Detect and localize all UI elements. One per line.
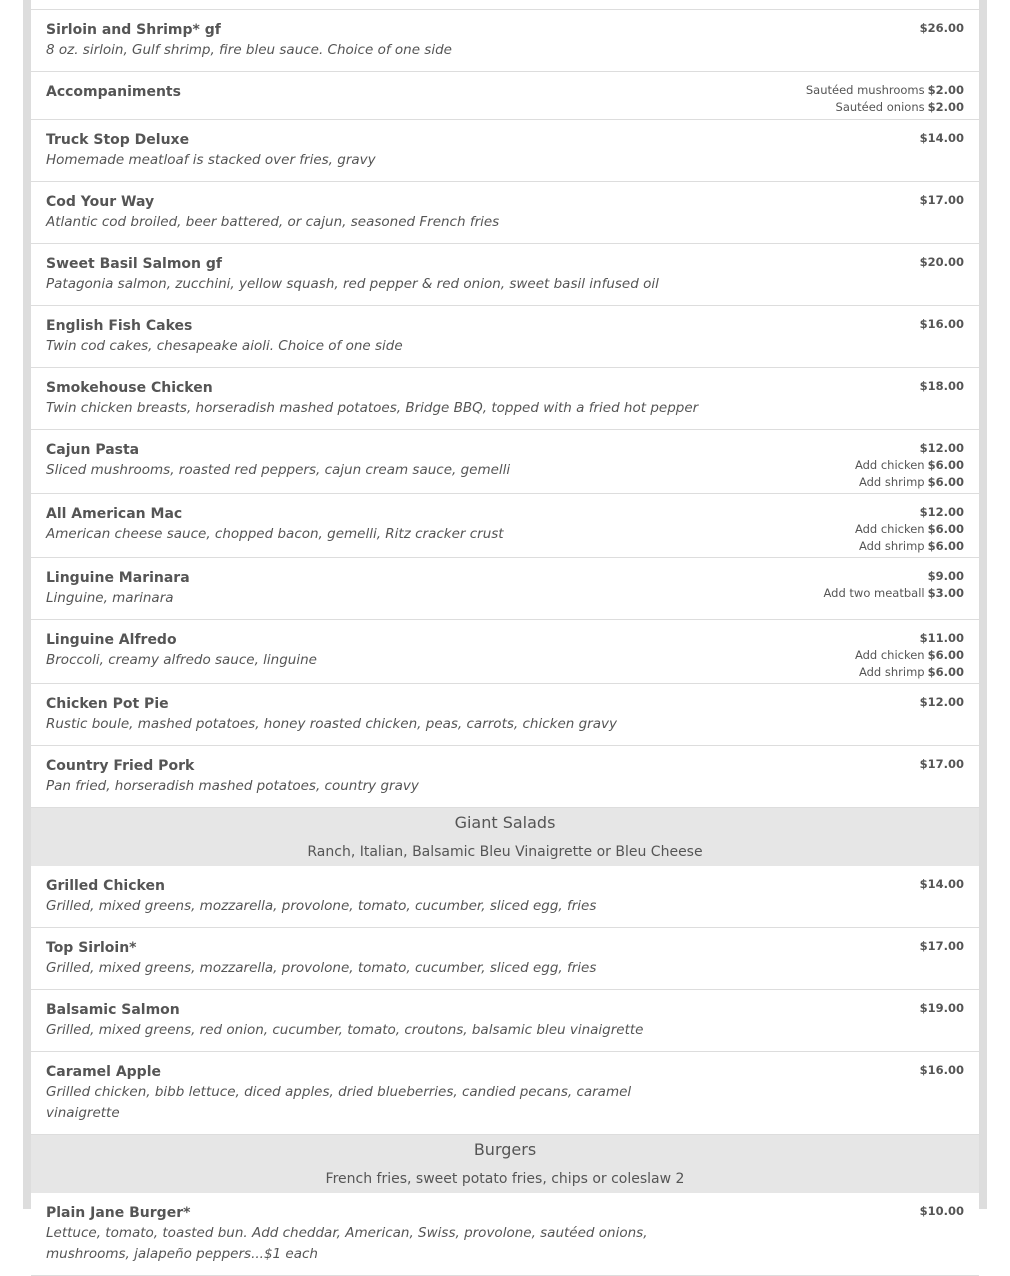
menu-item [31, 244, 979, 306]
item-prices [920, 938, 964, 955]
item-description: Grilled, mixed greens, mozzarella, provolone, tomato, cucumber, sliced egg, fries [46, 898, 597, 914]
section-header [31, 1135, 979, 1193]
item-prices [920, 254, 964, 271]
menu-item [31, 620, 979, 684]
item-prices [920, 756, 964, 773]
price-label: Add chicken [854, 522, 925, 536]
price-line [920, 20, 964, 37]
price-line [855, 538, 964, 555]
price-line [920, 694, 964, 711]
price-value: $17.00 [919, 939, 964, 953]
menu-item [31, 120, 979, 182]
price-line [920, 756, 964, 773]
item-description: Rustic boule, mashed potatoes, honey roasted chicken, peas, carrots, chicken gravy [46, 716, 617, 732]
item-description: American cheese sauce, chopped bacon, gemelli, Ritz cracker crust [46, 526, 504, 542]
item-description: Linguine, marinara [46, 590, 174, 606]
price-value: $16.00 [919, 317, 964, 331]
price-label: Sautéed onions [835, 100, 925, 114]
price-line [855, 440, 964, 457]
price-line [855, 647, 964, 664]
item-description: Pan fried, horseradish mashed potatoes, country gravy [46, 778, 419, 794]
item-name: Accompaniments [46, 84, 181, 100]
price-value: $20.00 [919, 255, 964, 269]
item-name: Grilled Chicken [46, 878, 165, 894]
price-label: Add shrimp [858, 665, 925, 679]
price-line [855, 630, 964, 647]
item-prices [855, 630, 964, 681]
price-line [920, 192, 964, 209]
item-description: Sliced mushrooms, roasted red peppers, cajun cream sauce, gemelli [46, 462, 511, 478]
price-line [920, 1062, 964, 1079]
item-name: Top Sirloin* [46, 940, 137, 956]
menu-item [31, 866, 979, 928]
menu-item [31, 430, 979, 494]
price-line [855, 521, 964, 538]
price-value: $17.00 [919, 757, 964, 771]
price-line [920, 316, 964, 333]
price-value: $18.00 [919, 379, 964, 393]
price-line [855, 664, 964, 681]
price-value: $6.00 [927, 665, 964, 679]
item-prices [920, 316, 964, 333]
item-prices [855, 504, 964, 555]
item-name: Linguine Marinara [46, 570, 190, 586]
item-description: Patagonia salmon, zucchini, yellow squash, red pepper & red onion, sweet basil infused oil [46, 276, 659, 292]
item-prices [920, 694, 964, 711]
price-value: $6.00 [927, 648, 964, 662]
previous-item-edge [31, 0, 979, 10]
menu-item [31, 928, 979, 990]
item-name: Truck Stop Deluxe [46, 132, 190, 148]
item-name: Linguine Alfredo [46, 632, 177, 648]
price-line [855, 474, 964, 491]
price-value: $2.00 [927, 83, 964, 97]
menu-item [31, 182, 979, 244]
section-subtitle: Ranch, Italian, Balsamic Bleu Vinaigrette or Bleu Cheese [307, 844, 703, 860]
price-line [920, 938, 964, 955]
menu-item [31, 306, 979, 368]
price-value: $26.00 [919, 21, 964, 35]
item-description: Grilled chicken, bibb lettuce, diced apples, dried blueberries, candied pecans, caramel vinaigrette [46, 1084, 632, 1121]
price-value: $3.00 [927, 586, 964, 600]
section-title: Giant Salads [454, 813, 556, 832]
item-name: Caramel Apple [46, 1064, 162, 1080]
price-line [920, 1203, 964, 1220]
price-label: Add chicken [854, 458, 925, 472]
item-name: Balsamic Salmon [46, 1002, 180, 1018]
price-label: Add chicken [854, 648, 925, 662]
price-value: $16.00 [919, 1063, 964, 1077]
item-description: Grilled, mixed greens, mozzarella, provolone, tomato, cucumber, sliced egg, fries [46, 960, 597, 976]
price-value: $10.00 [919, 1204, 964, 1218]
menu-item [31, 72, 979, 120]
section-title: Burgers [473, 1140, 537, 1159]
item-prices [806, 82, 964, 116]
item-name: English Fish Cakes [46, 318, 193, 334]
menu-list [31, 0, 979, 1262]
price-value: $2.00 [927, 100, 964, 114]
price-value: $6.00 [927, 539, 964, 553]
item-description: 8 oz. sirloin, Gulf shrimp, fire bleu sauce. Choice of one side [46, 42, 452, 58]
price-value: $14.00 [919, 131, 964, 145]
price-line [855, 457, 964, 474]
price-value: $12.00 [919, 505, 964, 519]
item-name: Plain Jane Burger* [46, 1205, 191, 1221]
item-prices [920, 20, 964, 37]
price-label: Sautéed mushrooms [805, 83, 925, 97]
price-line [920, 254, 964, 271]
price-line [855, 504, 964, 521]
menu-item [31, 10, 979, 72]
item-name: Smokehouse Chicken [46, 380, 213, 396]
menu-item [31, 990, 979, 1052]
item-prices [855, 440, 964, 491]
item-name: Chicken Pot Pie [46, 696, 169, 712]
item-name: Country Fried Pork [46, 758, 195, 774]
item-name: Sirloin and Shrimp* gf [46, 22, 221, 38]
price-value: $6.00 [927, 458, 964, 472]
menu-body [31, 10, 979, 1276]
item-prices [920, 1062, 964, 1079]
price-label: Add two meatball [823, 586, 925, 600]
price-line [824, 585, 965, 602]
menu-item [31, 1193, 979, 1276]
price-value: $6.00 [927, 475, 964, 489]
price-line [920, 876, 964, 893]
menu-item [31, 746, 979, 808]
item-prices [920, 378, 964, 395]
menu-item [31, 684, 979, 746]
item-prices [920, 130, 964, 147]
price-value: $14.00 [919, 877, 964, 891]
item-name: Sweet Basil Salmon gf [46, 256, 222, 272]
item-description: Twin chicken breasts, horseradish mashed potatoes, Bridge BBQ, topped with a fried hot pepper [46, 400, 699, 416]
price-line [806, 82, 964, 99]
price-label: Add shrimp [858, 539, 925, 553]
price-line [920, 130, 964, 147]
price-value: $12.00 [919, 695, 964, 709]
item-description: Homemade meatloaf is stacked over fries, gravy [46, 152, 376, 168]
price-label: Add shrimp [858, 475, 925, 489]
item-description: Atlantic cod broiled, beer battered, or cajun, seasoned French fries [46, 214, 500, 230]
price-value: $17.00 [919, 193, 964, 207]
item-prices [920, 1203, 964, 1220]
item-name: Cajun Pasta [46, 442, 140, 458]
price-line [824, 568, 965, 585]
item-name: All American Mac [46, 506, 183, 522]
item-prices [920, 876, 964, 893]
price-value: $19.00 [919, 1001, 964, 1015]
item-description: Lettuce, tomato, toasted bun. Add cheddar, American, Swiss, provolone, sautéed onions, mushrooms, jalapeño peppers...$1 each [46, 1225, 648, 1262]
item-prices [824, 568, 965, 602]
menu-item [31, 494, 979, 558]
item-prices [920, 1000, 964, 1017]
item-name: Cod Your Way [46, 194, 155, 210]
menu-item [31, 558, 979, 620]
price-line [920, 378, 964, 395]
price-line [920, 1000, 964, 1017]
price-line [806, 99, 964, 116]
price-value: $6.00 [927, 522, 964, 536]
item-prices [920, 192, 964, 209]
price-value: $9.00 [927, 569, 964, 583]
section-subtitle: French fries, sweet potato fries, chips or coleslaw 2 [325, 1171, 685, 1187]
price-value: $11.00 [919, 631, 964, 645]
menu-item [31, 1052, 979, 1135]
price-value: $12.00 [919, 441, 964, 455]
item-description: Grilled, mixed greens, red onion, cucumber, tomato, croutons, balsamic bleu vinaigrette [46, 1022, 644, 1038]
menu-item [31, 368, 979, 430]
item-description: Twin cod cakes, chesapeake aioli. Choice of one side [46, 338, 403, 354]
item-description: Broccoli, creamy alfredo sauce, linguine [46, 652, 317, 668]
section-header [31, 808, 979, 866]
